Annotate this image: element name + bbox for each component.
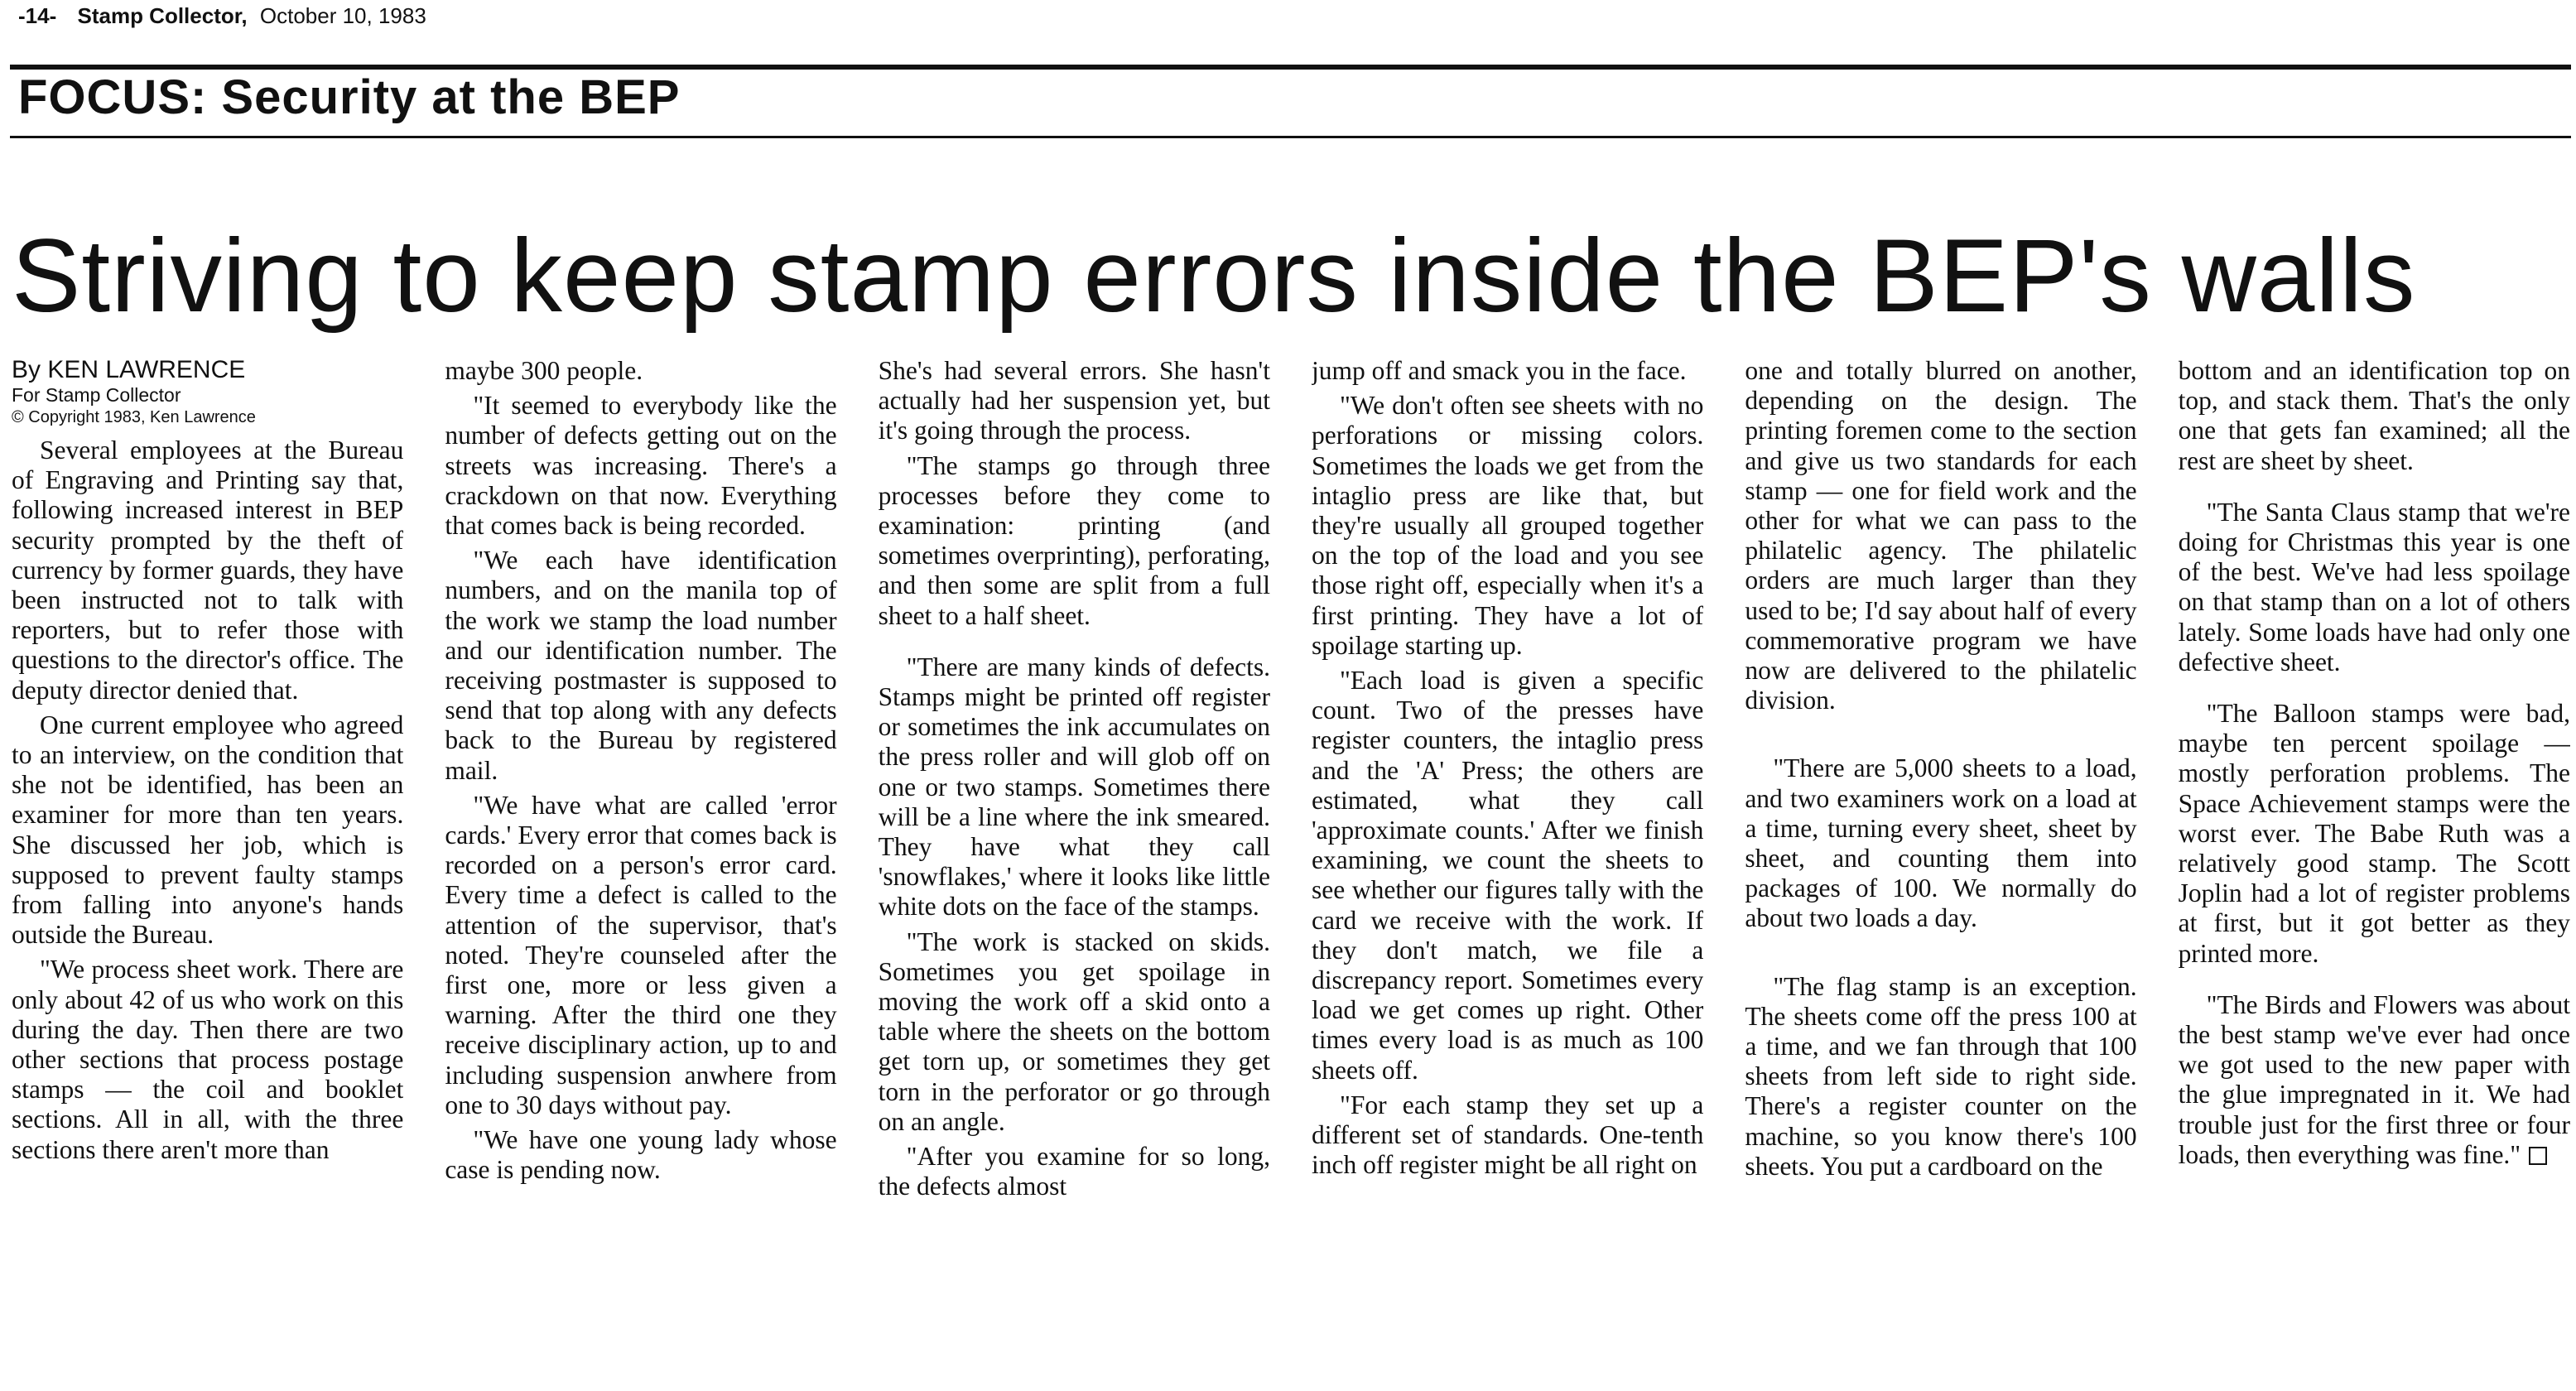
byline-affiliation: For Stamp Collector [12, 384, 181, 406]
article-column-4 [1312, 356, 1703, 1389]
paragraph: "There are many kinds of defects. Stamps might be printed off register or sometimes the ink accumulates on the press roller and will glob off on one or two stamps. Sometimes there will be a line where the ink smeared. They have what they call 'snowflakes,' where it looks like little white dots on the face of the stamps. [878, 652, 1270, 922]
closing-paragraph-text: "The Birds and Flowers was about the best stamp we've ever had once we got used to the new paper with the glue impregnated in it. We had trouble just for the first three or four loads, then everything was fine." [2178, 989, 2570, 1169]
paragraph: "There are 5,000 sheets to a load, and two examiners work on a load at a time, turning every sheet, sheet by sheet, and counting them into packages of 100. We normally do about two loads a day. [1745, 753, 2137, 933]
paragraph: Several employees at the Bureau of Engraving and Printing say that, following increased interest in BEP security prompted by the theft of currency by former guards, they have been instructed not to talk with reporters, but to refer those with questions to the director's office. The deputy director denied that. [12, 436, 404, 705]
paragraph: "The work is stacked on skids. Sometimes you get spoilage in moving the work off a skid onto a table where the sheets on the bottom get torn up, or sometimes they get torn in the perforator or go through on an angle. [878, 927, 1270, 1136]
issue-date: October 10, 1983 [259, 3, 426, 28]
paragraph: "The stamps go through three processes before they come to examination: printing (and sometimes overprinting), perforating, and then some are split from a full sheet to a half sheet. [878, 450, 1270, 630]
section-rule [10, 136, 2571, 138]
paragraph: bottom and an identification top on top, and stack them. That's the only one that gets fan examined; all the rest are sheet by sheet. [2178, 356, 2570, 475]
paragraph: "We don't often see sheets with no perforations or missing colors. Sometimes the loads we get from the intaglio press are like that, but they're usually all grouped together on the top of the load and you see those right off, especially when it's a first printing. They have a lot of spoilage starting up. [1312, 391, 1704, 660]
article-column-3 [879, 356, 1270, 1389]
byline-author: By KEN LAWRENCE [12, 356, 246, 383]
paragraph: "Each load is given a specific count. Two of the presses have register counters, the intaglio press and the 'A' Press; the others are estimated, what they call 'approximate counts.' After we finish examining, we count the sheets to see whether our figures tally with the card we receive with the work. If they don't match, we file a discrepancy report. Sometimes every load we get comes up right. Other times every load is as much as 100 sheets off. [1312, 666, 1704, 1085]
article-column-2 [445, 356, 836, 1389]
article-column-1 [12, 356, 403, 1389]
headline: Striving to keep stamp errors inside the BEP's walls [12, 219, 2416, 334]
section-title: FOCUS: Security at the BEP [18, 70, 681, 124]
paragraph: "After you examine for so long, the defects almost [878, 1142, 1270, 1201]
paragraph [2179, 990, 2570, 1170]
paragraph: "It seemed to everybody like the number of defects getting out on the streets was increasing. There's a crackdown on that now. Everything that comes back is being recorded. [445, 391, 837, 541]
page-number: -14- [18, 3, 57, 28]
paragraph: "For each stamp they set up a different set of standards. One-tenth inch off register might be all right on [1312, 1090, 1704, 1180]
paragraph: "We each have identification numbers, and on the manila top of the work we stamp the load number and our identification number. The receiving postmaster is supposed to send that top along with any defects back to the Bureau by registered mail. [445, 546, 837, 785]
paragraph: jump off and smack you in the face. [1312, 356, 1687, 385]
paragraph: One current employee who agreed to an interview, on the condition that she not be identified, has been an examiner for more than ten years. She discussed her job, which is supposed to prevent faulty stamps from falling into anyone's hands outside the Bureau. [12, 710, 404, 950]
article-column-5 [1745, 356, 2136, 1389]
running-head [18, 3, 426, 29]
paragraph: "We process sheet work. There are only about 42 of us who work on this during the day. Then there are two other sections that process postage stamps — the coil and booklet sections. All in all, with the three sections there aren't more than [12, 955, 404, 1164]
paragraph: maybe 300 people. [445, 356, 643, 385]
article-body [12, 356, 2570, 1389]
end-mark-icon [2529, 1147, 2547, 1165]
paragraph: "We have one young lady whose case is pending now. [445, 1125, 837, 1185]
publication-name: Stamp Collector, [77, 3, 248, 28]
article-column-6 [2179, 356, 2570, 1389]
paragraph: "The flag stamp is an exception. The sheets come off the press 100 at a time, and we fan through that 100 sheets from left side to right side. There's a register counter on the machine, so you know there's 100 sheets. You put a cardboard on the [1745, 971, 2137, 1181]
paragraph: "The Santa Claus stamp that we're doing for Christmas this year is one of the best. We've had less spoilage on that stamp than on a lot of others lately. Some loads have had only one defective sheet. [2178, 497, 2570, 676]
paragraph: "The Balloon stamps were bad, maybe ten percent spoilage — mostly perforation problems. The Space Achievement stamps were the worst ever. The Babe Ruth was a relatively good stamp. The Scott Joplin had a lot of register problems at first, but it got better as they printed more. [2178, 699, 2570, 968]
byline-copyright: © Copyright 1983, Ken Lawrence [12, 408, 256, 426]
paragraph: "We have what are called 'error cards.' Every error that comes back is recorded on a person's error card. Every time a defect is called to the attention of the supervisor, that's noted. They're counseled after the first one, more or less given a warning. After the third one they receive disciplinary action, up to and including suspension anwhere from one to 30 days without pay. [445, 790, 837, 1119]
paragraph: one and totally blurred on another, depending on the design. The printing foremen come to the section and give us two standards for each stamp — one for field work and the other for what we can pass to the philatelic agency. The philatelic orders are much larger than they used to be; I'd say about half of every commemorative program we have now are delivered to the philatelic division. [1745, 356, 2137, 715]
paragraph: She's had several errors. She hasn't actually had her suspension yet, but it's going through the process. [878, 356, 1270, 445]
